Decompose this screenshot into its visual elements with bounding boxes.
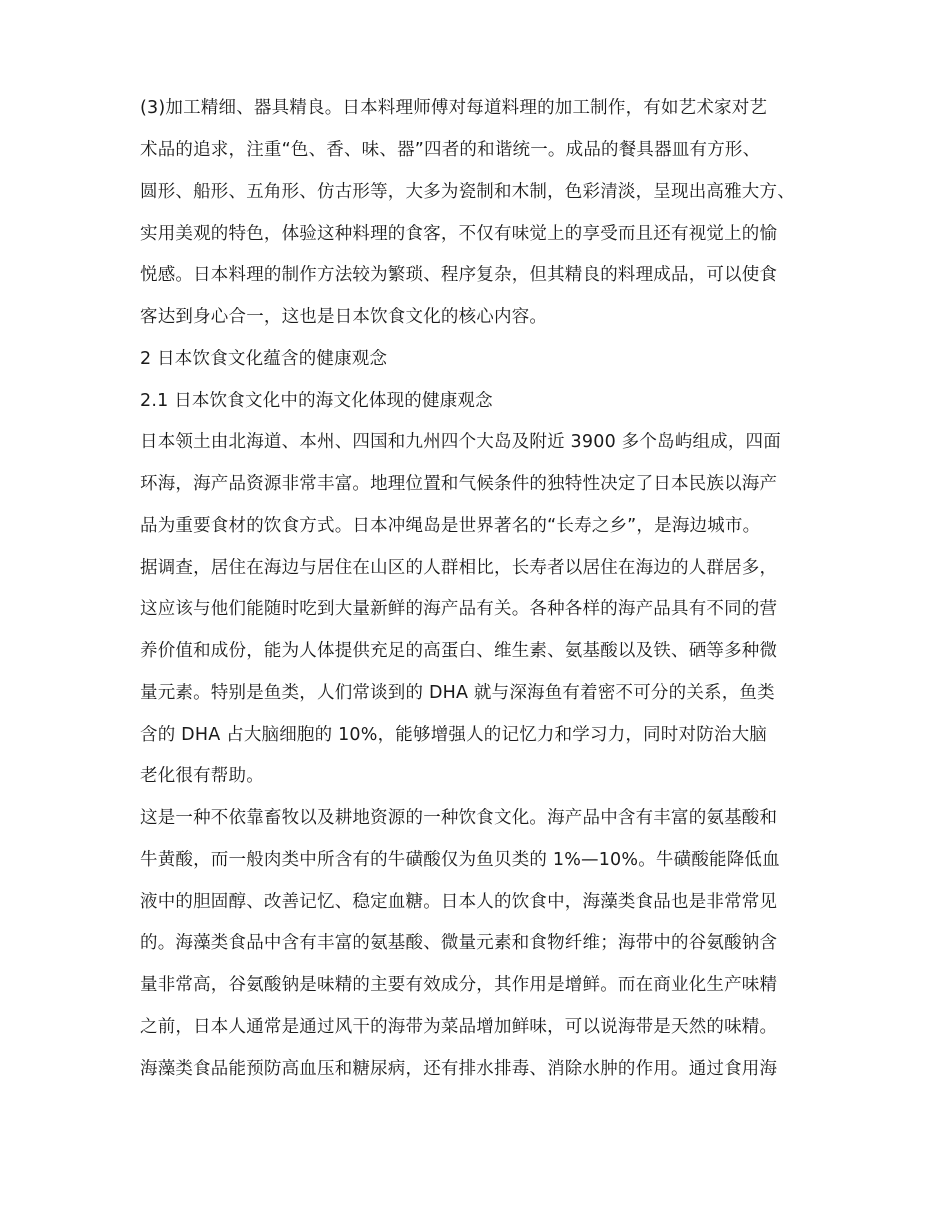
text-line: 悦感。日本料理的制作方法较为繁琐、程序复杂，但其精良的料理成品，可以使食 bbox=[140, 265, 778, 285]
text-line: 术品的追求，注重“色、香、味、器”四者的和谐统一。成品的餐具器皿有方形、 bbox=[140, 140, 761, 160]
text-line: 液中的胆固醇、改善记忆、稳定血糖。日本人的饮食中，海藻类食品也是非常常见 bbox=[140, 892, 778, 912]
text-line: 据调查，居住在海边与居住在山区的人群相比，长寿者以居住在海边的人群居多， bbox=[140, 558, 778, 578]
text-line: 这应该与他们能随时吃到大量新鲜的海产品有关。各种各样的海产品具有不同的营 bbox=[140, 599, 778, 619]
text-line: 量非常高，谷氨酸钠是味精的主要有效成分，其作用是增鲜。而在商业化生产味精 bbox=[140, 975, 778, 995]
text-line: 日本领土由北海道、本州、四国和九州四个大岛及附近 3900 多个岛屿组成，四面 bbox=[140, 432, 781, 452]
text-line: 含的 DHA 占大脑细胞的 10%，能够增强人的记忆力和学习力，同时对防治大脑 bbox=[140, 725, 767, 745]
text-line: 之前，日本人通常是通过风干的海带为菜品增加鲜味，可以说海带是天然的味精。 bbox=[140, 1017, 778, 1037]
text-line: (3)加工精细、器具精良。日本料理师傅对每道料理的加工制作，有如艺术家对艺 bbox=[140, 98, 768, 118]
text-line: 实用美观的特色，体验这种料理的食客，不仅有味觉上的享受而且还有视觉上的愉 bbox=[140, 224, 778, 244]
subsection-heading: 2.1 日本饮食文化中的海文化体现的健康观念 bbox=[140, 391, 493, 411]
text-line: 品为重要食材的饮食方式。日本冲绳岛是世界著名的“长寿之乡”，是海边城市。 bbox=[140, 516, 761, 536]
text-line: 牛黄酸，而一般肉类中所含有的牛磺酸仅为鱼贝类的 1%—10%。牛磺酸能降低血 bbox=[140, 850, 780, 870]
text-line: 这是一种不依靠畜牧以及耕地资源的一种饮食文化。海产品中含有丰富的氨基酸和 bbox=[140, 808, 778, 828]
text-line: 圆形、船形、五角形、仿古形等，大多为瓷制和木制，色彩清淡，呈现出高雅大方、 bbox=[140, 182, 795, 202]
text-line: 老化很有帮助。 bbox=[140, 766, 264, 786]
section-heading: 2 日本饮食文化蕴含的健康观念 bbox=[140, 349, 388, 369]
text-line: 环海，海产品资源非常丰富。地理位置和气候条件的独特性决定了日本民族以海产 bbox=[140, 474, 778, 494]
text-line: 养价值和成份，能为人体提供充足的高蛋白、维生素、氨基酸以及铁、硒等多种微 bbox=[140, 641, 778, 661]
text-line: 的。海藻类食品中含有丰富的氨基酸、微量元素和食物纤维；海带中的谷氨酸钠含 bbox=[140, 933, 778, 953]
text-line: 海藻类食品能预防高血压和糖尿病，还有排水排毒、消除水肿的作用。通过食用海 bbox=[140, 1059, 778, 1079]
text-line: 量元素。特别是鱼类，人们常谈到的 DHA 就与深海鱼有着密不可分的关系，鱼类 bbox=[140, 683, 775, 703]
text-line: 客达到身心合一，这也是日本饮食文化的核心内容。 bbox=[140, 307, 548, 327]
